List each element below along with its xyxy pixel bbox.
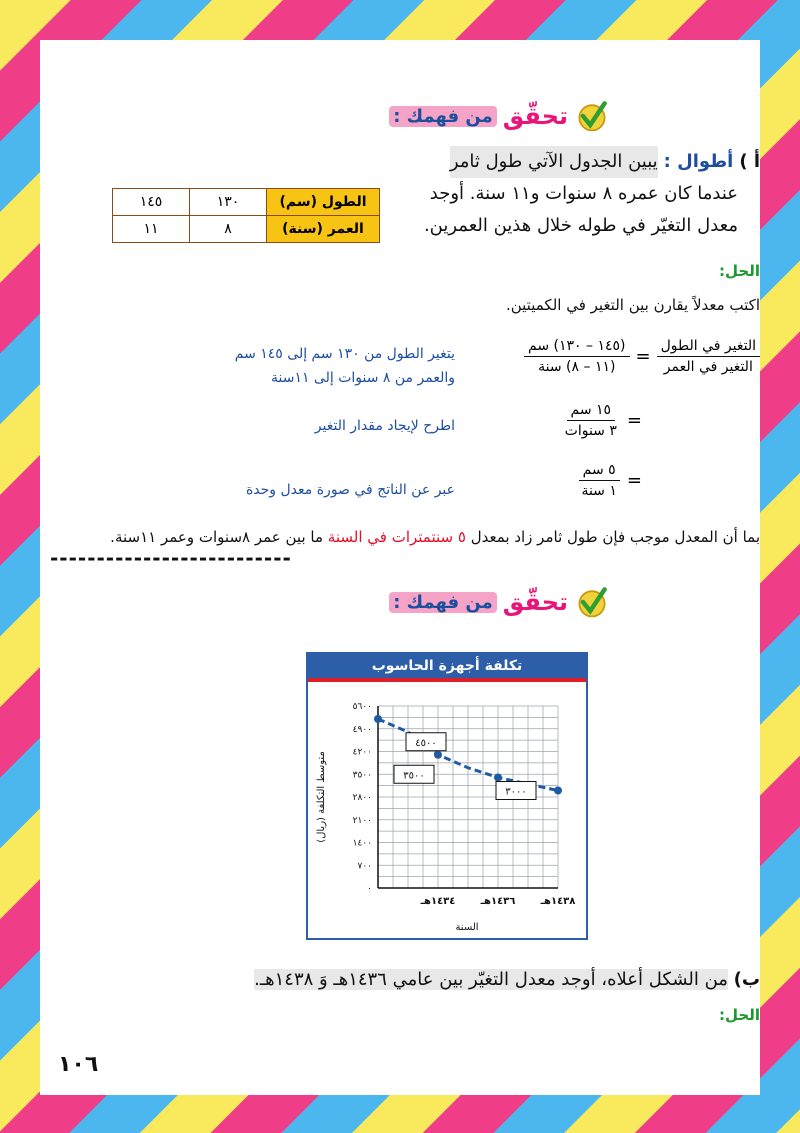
equals-sign: = xyxy=(626,470,642,491)
data-point xyxy=(554,787,562,795)
step2-denominator: ٣ سنوات xyxy=(564,423,617,439)
data-point xyxy=(494,774,502,782)
step-1 xyxy=(524,338,760,375)
step-2 xyxy=(561,402,642,439)
question-a-line1: يبين الجدول الآتي طول ثامر xyxy=(450,146,658,178)
step3-note: عبر عن الناتج في صورة معدل وحدة xyxy=(245,482,455,498)
line-chart xyxy=(308,682,586,936)
table-header-cell: الطول (سم) xyxy=(267,189,380,216)
solution-label: الحل: xyxy=(719,262,760,280)
question-b xyxy=(200,964,760,996)
y-tick-label: ٠ xyxy=(367,884,372,894)
table-cell: ١١ xyxy=(113,216,190,243)
checkmark-icon xyxy=(574,584,610,620)
y-tick-label: ٣٥٠٠ xyxy=(352,770,372,781)
section-header xyxy=(389,98,610,134)
chart-container xyxy=(306,652,588,940)
step1-numerator: (١٤٥ – ١٣٠) سم xyxy=(524,338,629,357)
section-header-title: تحقّق xyxy=(502,102,568,130)
solution-intro: اكتب معدلاً يقارن بين التغير في الكميتين. xyxy=(505,296,760,314)
chart-y-label: متوسط التكلفة (ريال) xyxy=(316,751,327,843)
y-tick-label: ٤٢٠٠ xyxy=(352,747,372,758)
page-content xyxy=(40,40,760,1095)
y-tick-label: ٥٦٠٠ xyxy=(352,702,372,712)
step2-numerator: ١٥ سم xyxy=(567,402,616,421)
solution-label-b: الحل: xyxy=(719,1006,760,1024)
step1-note xyxy=(235,342,455,390)
table-cell: ١٣٠ xyxy=(190,189,267,216)
data-point xyxy=(434,751,442,759)
table-header-cell: العمر (سنة) xyxy=(267,216,380,243)
y-tick-label: ٧٠٠ xyxy=(357,861,372,872)
question-a-topic: أطوال : xyxy=(663,151,734,172)
step3-denominator: ١ سنة xyxy=(581,483,617,499)
callout-label: ٣٠٠٠ xyxy=(505,786,527,798)
conclusion-part2: ما بين عمر ٨سنوات وعمر ١١سنة. xyxy=(110,528,324,546)
question-b-text: من الشكل أعلاه، أوجد معدل التغيّر بين عامي ١٤٣٦هـ وَ ١٤٣٨هـ. xyxy=(254,969,728,990)
step1-denominator: (١١ – ٨) سنة xyxy=(538,359,616,375)
step-3 xyxy=(577,462,642,499)
x-tick-label: ١٤٣٤هـ xyxy=(420,896,456,907)
callout-label: ٤٥٠٠ xyxy=(415,737,437,749)
checkmark-icon xyxy=(574,98,610,134)
conclusion xyxy=(40,528,760,546)
equals-sign: = xyxy=(635,346,651,367)
lhs-denominator: التغير في العمر xyxy=(663,359,753,375)
question-b-label: ب) xyxy=(733,969,760,990)
y-tick-label: ١٤٠٠ xyxy=(352,838,372,849)
data-table xyxy=(112,188,380,243)
table-cell: ١٤٥ xyxy=(113,189,190,216)
question-a-line3: معدل التغيّر في طوله خلال هذين العمرين. xyxy=(423,215,738,236)
section-header-suffix: من فهمك : xyxy=(389,592,497,613)
x-tick-label: ١٤٣٦هـ xyxy=(480,896,516,907)
step1-note-line2: والعمر من ٨ سنوات إلى ١١سنة xyxy=(270,370,455,386)
step1-note-line1: يتغير الطول من ١٣٠ سم إلى ١٤٥ سم xyxy=(234,346,455,362)
chart-title: تكلفة أجهزة الحاسوب xyxy=(308,654,586,678)
y-tick-label: ٢٨٠٠ xyxy=(352,793,372,803)
lhs-numerator: التغير في الطول xyxy=(657,338,760,357)
lhs-fraction xyxy=(657,338,760,375)
question-a-line2: عندما كان عمره ٨ سنوات و١١ سنة. أوجد xyxy=(429,183,738,204)
y-tick-label: ٤٩٠٠ xyxy=(352,724,372,735)
section-header-suffix: من فهمك : xyxy=(389,106,497,127)
data-point xyxy=(374,715,382,723)
step3-numerator: ٥ سم xyxy=(579,462,620,481)
table-row xyxy=(113,216,380,243)
question-a-label: أ ) xyxy=(739,151,760,172)
step2-note: اطرح لإيجاد مقدار التغير xyxy=(314,418,455,434)
conclusion-part1: بما أن المعدل موجب فإن طول ثامر زاد بمعدل xyxy=(470,528,760,546)
section-header-title: تحقّق xyxy=(502,588,568,616)
equals-sign: = xyxy=(626,410,642,431)
dashed-separator: -------------------------- xyxy=(50,546,292,570)
step1-fraction xyxy=(524,338,629,375)
conclusion-highlight: ٥ سنتمترات في السنة xyxy=(327,528,466,546)
section-header-2 xyxy=(389,584,610,620)
step3-fraction xyxy=(577,462,620,499)
callout-label: ٣٥٠٠ xyxy=(403,770,425,782)
table-cell: ٨ xyxy=(190,216,267,243)
table-row xyxy=(113,189,380,216)
question-a xyxy=(410,146,760,242)
x-tick-label: ١٤٣٨هـ xyxy=(540,896,576,907)
page-number: ١٠٦ xyxy=(58,1052,99,1077)
chart-x-label: السنة xyxy=(455,922,479,933)
step2-fraction xyxy=(561,402,621,439)
y-tick-label: ٢١٠٠ xyxy=(352,815,372,826)
